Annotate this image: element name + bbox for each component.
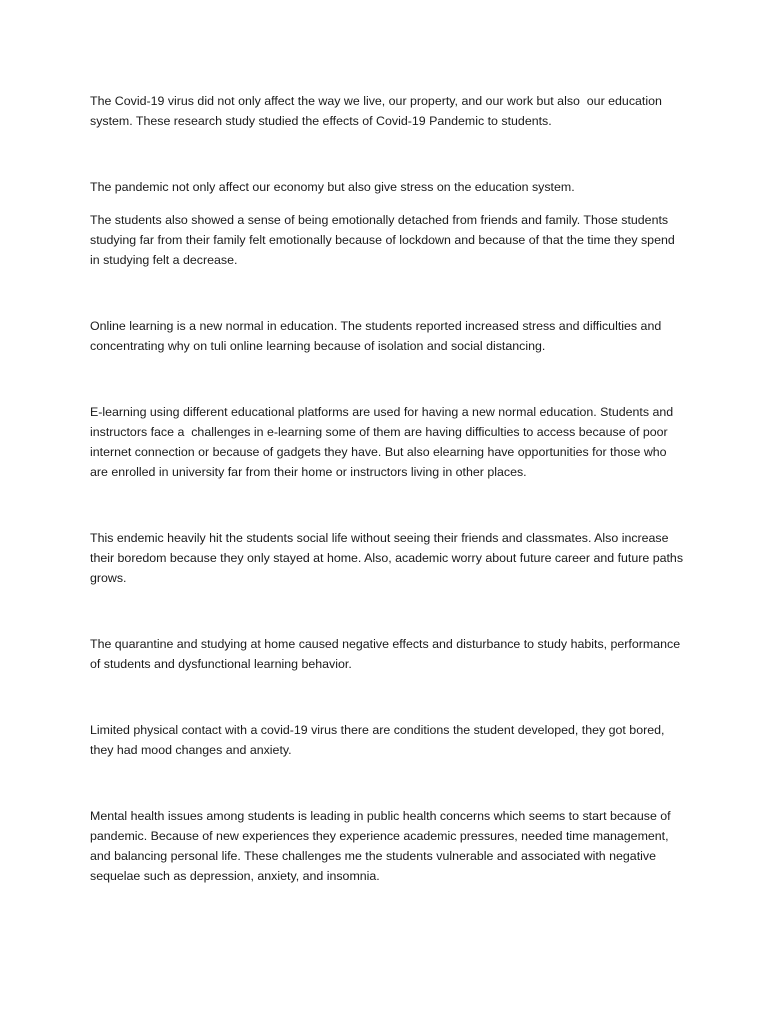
- paragraph-mental-health: Mental health issues among students is leading in public health concerns which seems to start because of pandemic. Because of new experiences they experience academic pressures, needed time management, and balancing personal life. These challenges me the students vulnerable and associated with negative sequelae such as depression, anxiety, and insomnia.: [90, 809, 675, 883]
- paragraph-physical-contact: Limited physical contact with a covid-19 virus there are conditions the student developed, they got bored, they had mood changes and anxiety.: [90, 723, 668, 757]
- paragraph-quarantine: The quarantine and studying at home caused negative effects and disturbance to study habits, performance of students and dysfunctional learning behavior.: [90, 637, 684, 671]
- paragraph-e-learning: E-learning using different educational platforms are used for having a new normal education. Students and instructors face a challenges in e-learning some of them are having difficulties to access because of poor internet connection or because of gadgets they have. But also elearning have opportunities for those who are enrolled in university far from their home or instructors living in other places.: [90, 405, 677, 479]
- paragraph-intro: The Covid-19 virus did not only affect the way we live, our property, and our work but also our education system. These research study studied the effects of Covid-19 Pandemic to students.: [90, 94, 666, 128]
- paragraph-emotional-detachment: The students also showed a sense of being emotionally detached from friends and family. Those students studying far from their family felt emotionally because of lockdown and because of that the time they spend in studying felt a decrease.: [90, 213, 679, 267]
- paragraph-economy: The pandemic not only affect our economy but also give stress on the education system.: [90, 180, 575, 194]
- paragraph-online-learning: Online learning is a new normal in education. The students reported increased stress and difficulties and concentrating why on tuli online learning because of isolation and social distancing.: [90, 319, 665, 353]
- paragraph-social-life: This endemic heavily hit the students social life without seeing their friends and classmates. Also increase their boredom because they only stayed at home. Also, academic worry about future career and future paths grows.: [90, 531, 687, 585]
